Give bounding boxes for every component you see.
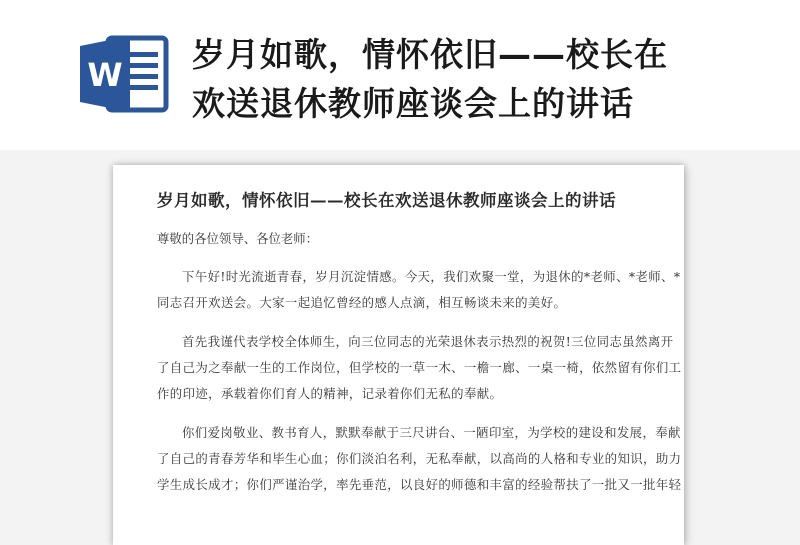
- paragraph-line: 学生成长成才；你们严谨治学，率先垂范，以良好的师德和丰富的经验帮扶了一批又一批年轻: [157, 477, 682, 492]
- paragraph-line: 你们爱岗敬业、教书育人，默默奉献于三尺讲台、一陋印室，为学校的建设和发展，奉献: [182, 425, 681, 440]
- paragraph-3: [157, 420, 682, 498]
- paragraph-line: 同志召开欢送会。大家一起追忆曾经的感人点滴，相互畅谈未来的美好。: [157, 295, 567, 310]
- paragraph-line: 首先我谨代表学校全体师生，向三位同志的光荣退休表示热烈的祝贺!三位同志虽然离开: [182, 334, 674, 349]
- document-title: 岁月如歌，情怀依旧——校长在欢送退休教师座谈会上的讲话: [157, 191, 616, 210]
- paragraph-1: [157, 264, 681, 316]
- banner-title-line-2: 欢送退休教师座谈会上的讲话: [192, 84, 634, 123]
- word-logo-letter: W: [87, 56, 123, 94]
- paragraph-2: [157, 329, 682, 407]
- paragraph-line: 作的印迹，承载着你们育人的精神，记录着你们无私的奉献。: [157, 386, 503, 401]
- paragraph-line: 了自己的青春芳华和毕生心血；你们淡泊名利，无私奉献，以高尚的人格和专业的知识，助力: [157, 451, 682, 466]
- paragraph-line: 了自己为之奉献一生的工作岗位，但学校的一草一木、一檐一廊、一桌一椅，依然留有你们工: [157, 360, 682, 375]
- banner-title: [192, 30, 782, 128]
- word-document-icon: [78, 32, 170, 116]
- document-body: [157, 226, 682, 511]
- banner-title-line-1: 岁月如歌，情怀依旧——校长在: [192, 35, 668, 74]
- salutation: 尊敬的各位领导、各位老师：: [157, 231, 319, 246]
- paragraph-line: 下午好!时光流逝青春，岁月沉淀情感。今天，我们欢聚一堂，为退休的*老师、*老师、*: [182, 269, 681, 284]
